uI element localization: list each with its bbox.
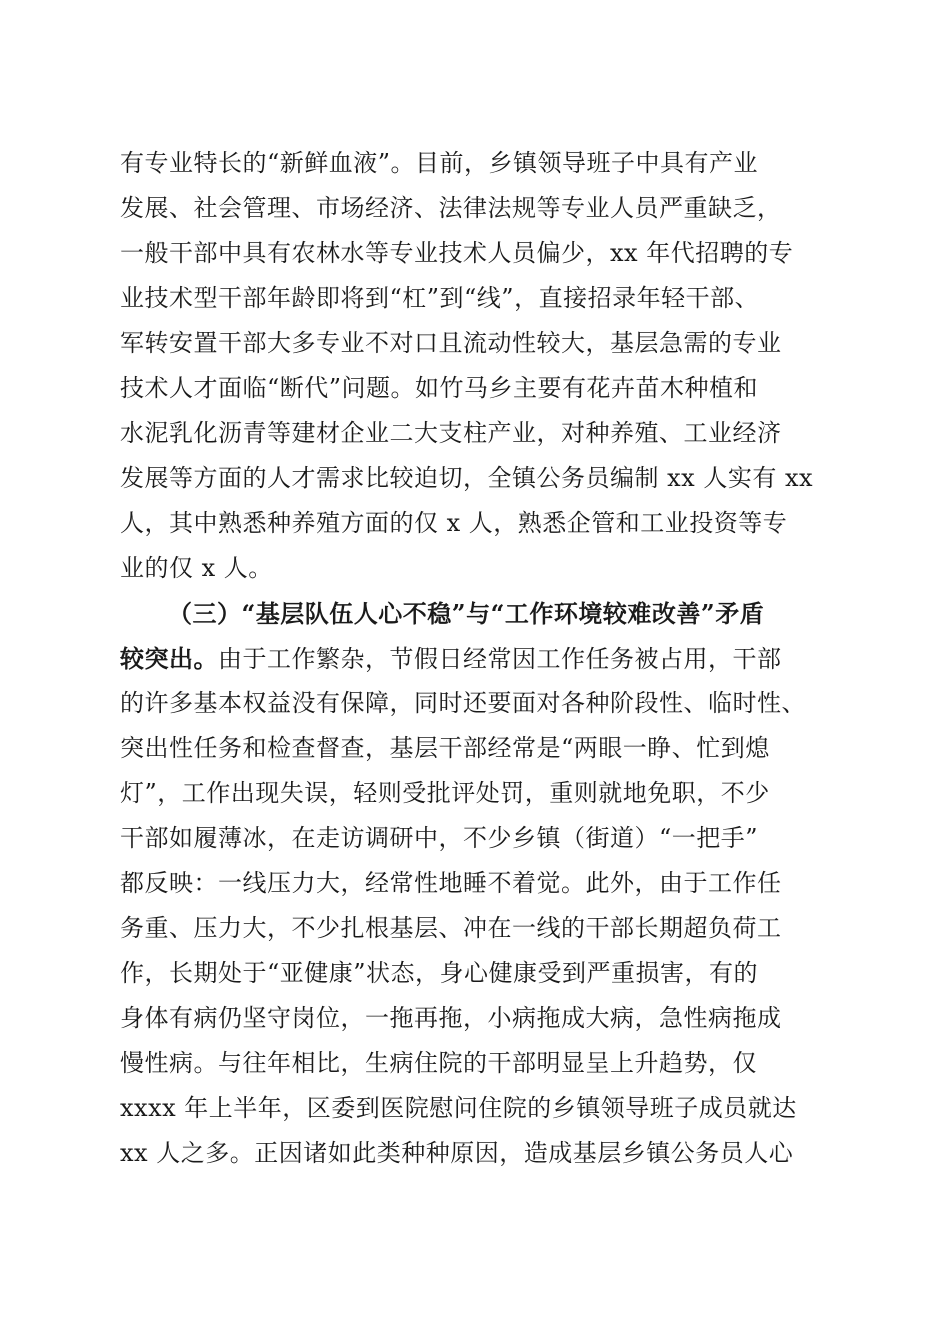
text-line: 业技术型干部年龄即将到“杠”到“线”，直接招录年轻干部、: [120, 284, 760, 312]
text-line: 突出性任务和检查督查，基层干部经常是“两眼一睁、忙到熄: [120, 734, 770, 762]
section-heading-tail: 较突出。: [120, 644, 218, 673]
section-heading-continued: [120, 636, 832, 681]
text-line: 作，长期处于“亚健康”状态，身心健康受到严重损害，有的: [120, 959, 759, 987]
text-line: 发展等方面的人才需求比较迫切，全镇公务员编制 xx 人实有 xx: [120, 464, 814, 492]
text-line: 身体有病仍坚守岗位，一拖再拖，小病拖成大病，急性病拖成: [120, 1004, 782, 1032]
text-line: 业的仅 x 人。: [120, 554, 273, 582]
section-heading: （三）“基层队伍人心不稳”与“工作环境较难改善”矛盾: [168, 599, 765, 628]
text-line: 有专业特长的“新鲜血液”。目前，乡镇领导班子中具有产业: [120, 149, 759, 177]
text-line: 军转安置干部大多专业不对口且流动性较大，基层急需的专业: [120, 329, 782, 357]
text-line: 务重、压力大，不少扎根基层、冲在一线的干部长期超负荷工: [120, 914, 782, 942]
text-line: 慢性病。与往年相比，生病住院的干部明显呈上升趋势，仅: [120, 1049, 757, 1077]
section-text: 由于工作繁杂，节假日经常因工作任务被占用，干部: [218, 645, 782, 673]
text-line: xx 人之多。正因诸如此类种种原因，造成基层乡镇公务员人心: [120, 1139, 794, 1167]
text-line: 水泥乳化沥青等建材企业二大支柱产业，对种养殖、工业经济: [120, 419, 782, 447]
text-line: 技术人才面临“断代”问题。如竹马乡主要有花卉苗木种植和: [120, 374, 759, 402]
text-line: xxxx 年上半年，区委到医院慰问住院的乡镇领导班子成员就达: [120, 1094, 797, 1122]
text-line: 干部如履薄冰，在走访调研中，不少乡镇（街道）“一把手”: [120, 824, 759, 852]
text-line: 灯”，工作出现失误，轻则受批评处罚，重则就地免职，不少: [120, 779, 770, 807]
text-line: 一般干部中具有农林水等专业技术人员偏少，xx 年代招聘的专: [120, 239, 794, 267]
text-line: 的许多基本权益没有保障，同时还要面对各种阶段性、临时性、: [120, 689, 806, 717]
body-text: [120, 141, 832, 1176]
text-line: 都反映：一线压力大，经常性地睡不着觉。此外，由于工作任: [120, 869, 782, 897]
text-line: 发展、社会管理、市场经济、法律法规等专业人员严重缺乏，: [120, 194, 782, 222]
text-line: 人，其中熟悉种养殖方面的仅 x 人，熟悉企管和工业投资等专: [120, 509, 788, 537]
